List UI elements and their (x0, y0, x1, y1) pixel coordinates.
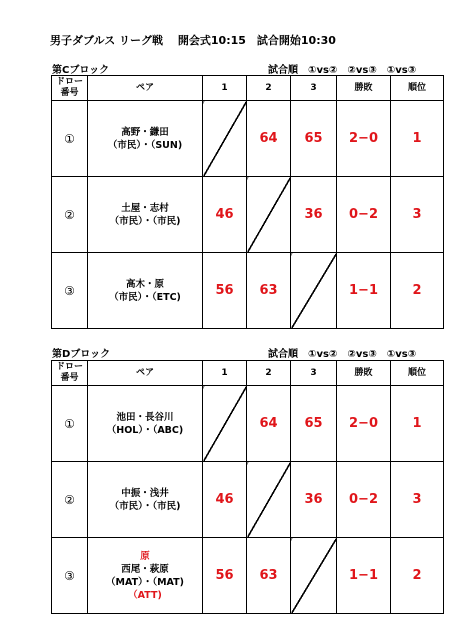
rank: 2 (391, 253, 444, 329)
pair-line-1: 土屋・志村 (121, 202, 169, 214)
score-vs-2: 64 (247, 101, 291, 177)
pair-line-1: 中振・浅井 (121, 487, 169, 499)
score-vs-1: 56 (203, 538, 247, 614)
win-loss: 2−0 (337, 386, 391, 462)
score-vs-3: 65 (291, 386, 337, 462)
block-c-table (51, 75, 444, 329)
rank: 3 (391, 462, 444, 538)
col-3-header: 3 (291, 361, 337, 386)
pair-names (88, 538, 203, 614)
seed-number: ② (52, 177, 88, 253)
result-header: 勝敗 (337, 361, 391, 386)
table-row (52, 386, 444, 462)
result-header: 勝敗 (337, 76, 391, 101)
pair-names (88, 462, 203, 538)
block-d-match-order: 試合順 ①vs② ②vs③ ①vs③ (268, 349, 417, 360)
score-vs-3 (291, 253, 337, 329)
score-vs-2 (247, 462, 291, 538)
col-1-header: 1 (203, 361, 247, 386)
seed-number: ② (52, 462, 88, 538)
header-row (52, 361, 444, 386)
block-c-match-order: 試合順 ①vs② ②vs③ ①vs③ (268, 65, 417, 76)
score-vs-1: 46 (203, 177, 247, 253)
table-row (52, 538, 444, 614)
draw-header-top: ドロー (55, 362, 83, 372)
seed-number: ③ (52, 538, 88, 614)
pair-line-1: 高木・原 (125, 278, 164, 290)
rank-header: 順位 (391, 76, 444, 101)
pair-correction-club: （ATT) (128, 589, 162, 601)
score-vs-3 (291, 538, 337, 614)
score-vs-2: 63 (247, 538, 291, 614)
col-1-header: 1 (203, 76, 247, 101)
pair-names (88, 177, 203, 253)
draw-header-top: ドロー (55, 77, 83, 87)
rank: 1 (391, 101, 444, 177)
score-vs-1 (203, 386, 247, 462)
score-vs-2: 64 (247, 386, 291, 462)
score-vs-1: 46 (203, 462, 247, 538)
block-d-table (51, 360, 444, 614)
pair-correction-note: 原 (140, 550, 150, 562)
rank-header: 順位 (391, 361, 444, 386)
header-row (52, 76, 444, 101)
pair-line-1: 池田・長谷川 (116, 411, 174, 423)
pair-names (88, 101, 203, 177)
seed-number: ① (52, 101, 88, 177)
pair-header: ペア (88, 76, 203, 101)
page-title: 男子ダブルス リーグ戦 開会式10:15 試合開始10:30 (50, 34, 336, 47)
pair-line-2: （市民）・（SUN) (107, 139, 183, 151)
block-d-label: 第Dブロック (52, 349, 111, 360)
win-loss: 0−2 (337, 462, 391, 538)
draw-header-bottom: 番号 (60, 88, 79, 98)
seed-number: ① (52, 386, 88, 462)
win-loss: 0−2 (337, 177, 391, 253)
table-row (52, 253, 444, 329)
pair-line-2: （MAT）・（MAT) (106, 576, 184, 588)
pair-line-2: （HOL）・（ABC) (106, 424, 184, 436)
win-loss: 1−1 (337, 253, 391, 329)
pair-names (88, 253, 203, 329)
pair-header: ペア (88, 361, 203, 386)
win-loss: 2−0 (337, 101, 391, 177)
pair-line-1: 高野・鎌田 (121, 126, 169, 138)
table-row (52, 101, 444, 177)
score-vs-1: 56 (203, 253, 247, 329)
seed-number: ③ (52, 253, 88, 329)
win-loss: 1−1 (337, 538, 391, 614)
score-vs-3: 36 (291, 177, 337, 253)
table-row (52, 177, 444, 253)
score-vs-2 (247, 177, 291, 253)
pair-line-1: 西尾・萩原 (121, 563, 169, 575)
rank: 3 (391, 177, 444, 253)
score-vs-3: 65 (291, 101, 337, 177)
rank: 2 (391, 538, 444, 614)
col-2-header: 2 (247, 361, 291, 386)
pair-line-2: （市民）・（市民) (109, 500, 181, 512)
draw-number-header (52, 361, 88, 386)
block-c-label: 第Cブロック (52, 65, 110, 76)
col-2-header: 2 (247, 76, 291, 101)
table-row (52, 462, 444, 538)
score-vs-1 (203, 101, 247, 177)
rank: 1 (391, 386, 444, 462)
score-vs-2: 63 (247, 253, 291, 329)
pair-names (88, 386, 203, 462)
pair-line-2: （市民）・（ETC) (109, 291, 181, 303)
draw-number-header (52, 76, 88, 101)
draw-header-bottom: 番号 (60, 373, 79, 383)
col-3-header: 3 (291, 76, 337, 101)
score-vs-3: 36 (291, 462, 337, 538)
pair-line-2: （市民）・（市民) (109, 215, 181, 227)
